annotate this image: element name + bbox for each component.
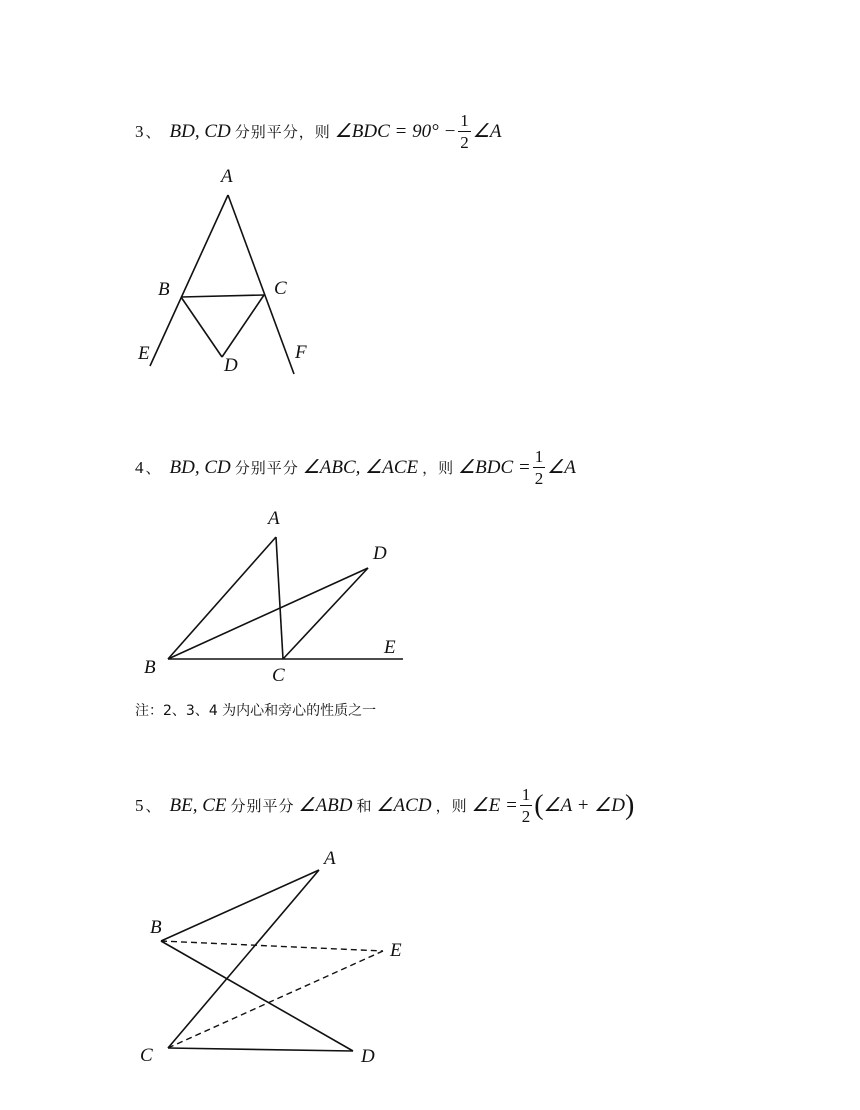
item-5-frac-den: 2 — [521, 807, 531, 826]
segment-BD — [161, 941, 353, 1051]
point-label-A: A — [324, 848, 336, 869]
point-label-E: E — [390, 940, 402, 961]
segment-CD — [168, 1048, 353, 1051]
item-4-angles: ∠ABC, ∠ACE — [302, 457, 419, 478]
point-label-C: C — [272, 665, 285, 686]
item-4-frac-den: 2 — [534, 469, 544, 488]
point-label-A: A — [221, 166, 233, 187]
point-label-E: E — [384, 637, 396, 658]
item-3-frac-den: 2 — [460, 133, 469, 152]
item-4-text-2: ，则 — [422, 459, 455, 477]
item-5-separator: 、 — [145, 797, 162, 815]
point-label-A: A — [268, 508, 280, 529]
item-3-rhs: ∠A — [472, 121, 502, 142]
item-3-lhs: ∠BDC = 90° − — [334, 121, 457, 142]
point-label-B: B — [144, 657, 156, 678]
point-label-B: B — [150, 917, 162, 938]
item-4-number: 4 — [135, 457, 144, 477]
item-4-frac-num: 1 — [534, 447, 544, 466]
segment-AC — [168, 870, 319, 1048]
note-text: 注：2、3、4 为内心和旁心的性质之一 — [135, 703, 377, 719]
item-5-open-paren: ( — [534, 789, 544, 821]
item-4-condition: BD, CD — [169, 456, 231, 478]
item-3-text: 分别平分，则 — [234, 123, 331, 141]
item-5-number: 5 — [135, 795, 144, 815]
point-label-D: D — [361, 1046, 375, 1067]
item-3-number: 3 — [135, 121, 144, 141]
point-label-F: F — [295, 342, 307, 363]
item-5-and: 和 — [356, 797, 373, 815]
item-3-frac-num: 1 — [460, 111, 469, 130]
point-label-D: D — [373, 543, 387, 564]
item-5-angle-2: ∠ACD — [376, 795, 432, 816]
point-label-C: C — [274, 278, 287, 299]
item-5-rhs: ∠A + ∠D — [543, 795, 625, 816]
item-5-lhs: ∠E = — [471, 795, 518, 816]
item-5-close-paren: ) — [625, 789, 635, 821]
segment-BA — [161, 870, 319, 941]
item-5-condition: BE, CE — [169, 794, 227, 816]
item-4-rhs: ∠A — [547, 457, 576, 478]
point-label-B: B — [158, 279, 170, 300]
item-4-separator: 、 — [145, 459, 162, 477]
point-label-C: C — [140, 1045, 153, 1066]
segment-CE-dashed — [168, 951, 383, 1048]
item-3-separator: 、 — [145, 123, 162, 141]
item-3-condition: BD, CD — [169, 120, 231, 142]
item-5-text-2: ，则 — [435, 797, 468, 815]
segment-BE-dashed — [161, 941, 383, 951]
point-label-E: E — [138, 343, 150, 364]
item-4-lhs: ∠BDC = — [458, 457, 531, 478]
item-5-angle-1: ∠ABD — [298, 795, 353, 816]
item-5-text: 分别平分 — [230, 797, 295, 815]
item-5-frac-num: 1 — [521, 785, 531, 804]
item-4-text: 分别平分 — [234, 459, 299, 477]
point-label-D: D — [224, 355, 238, 376]
